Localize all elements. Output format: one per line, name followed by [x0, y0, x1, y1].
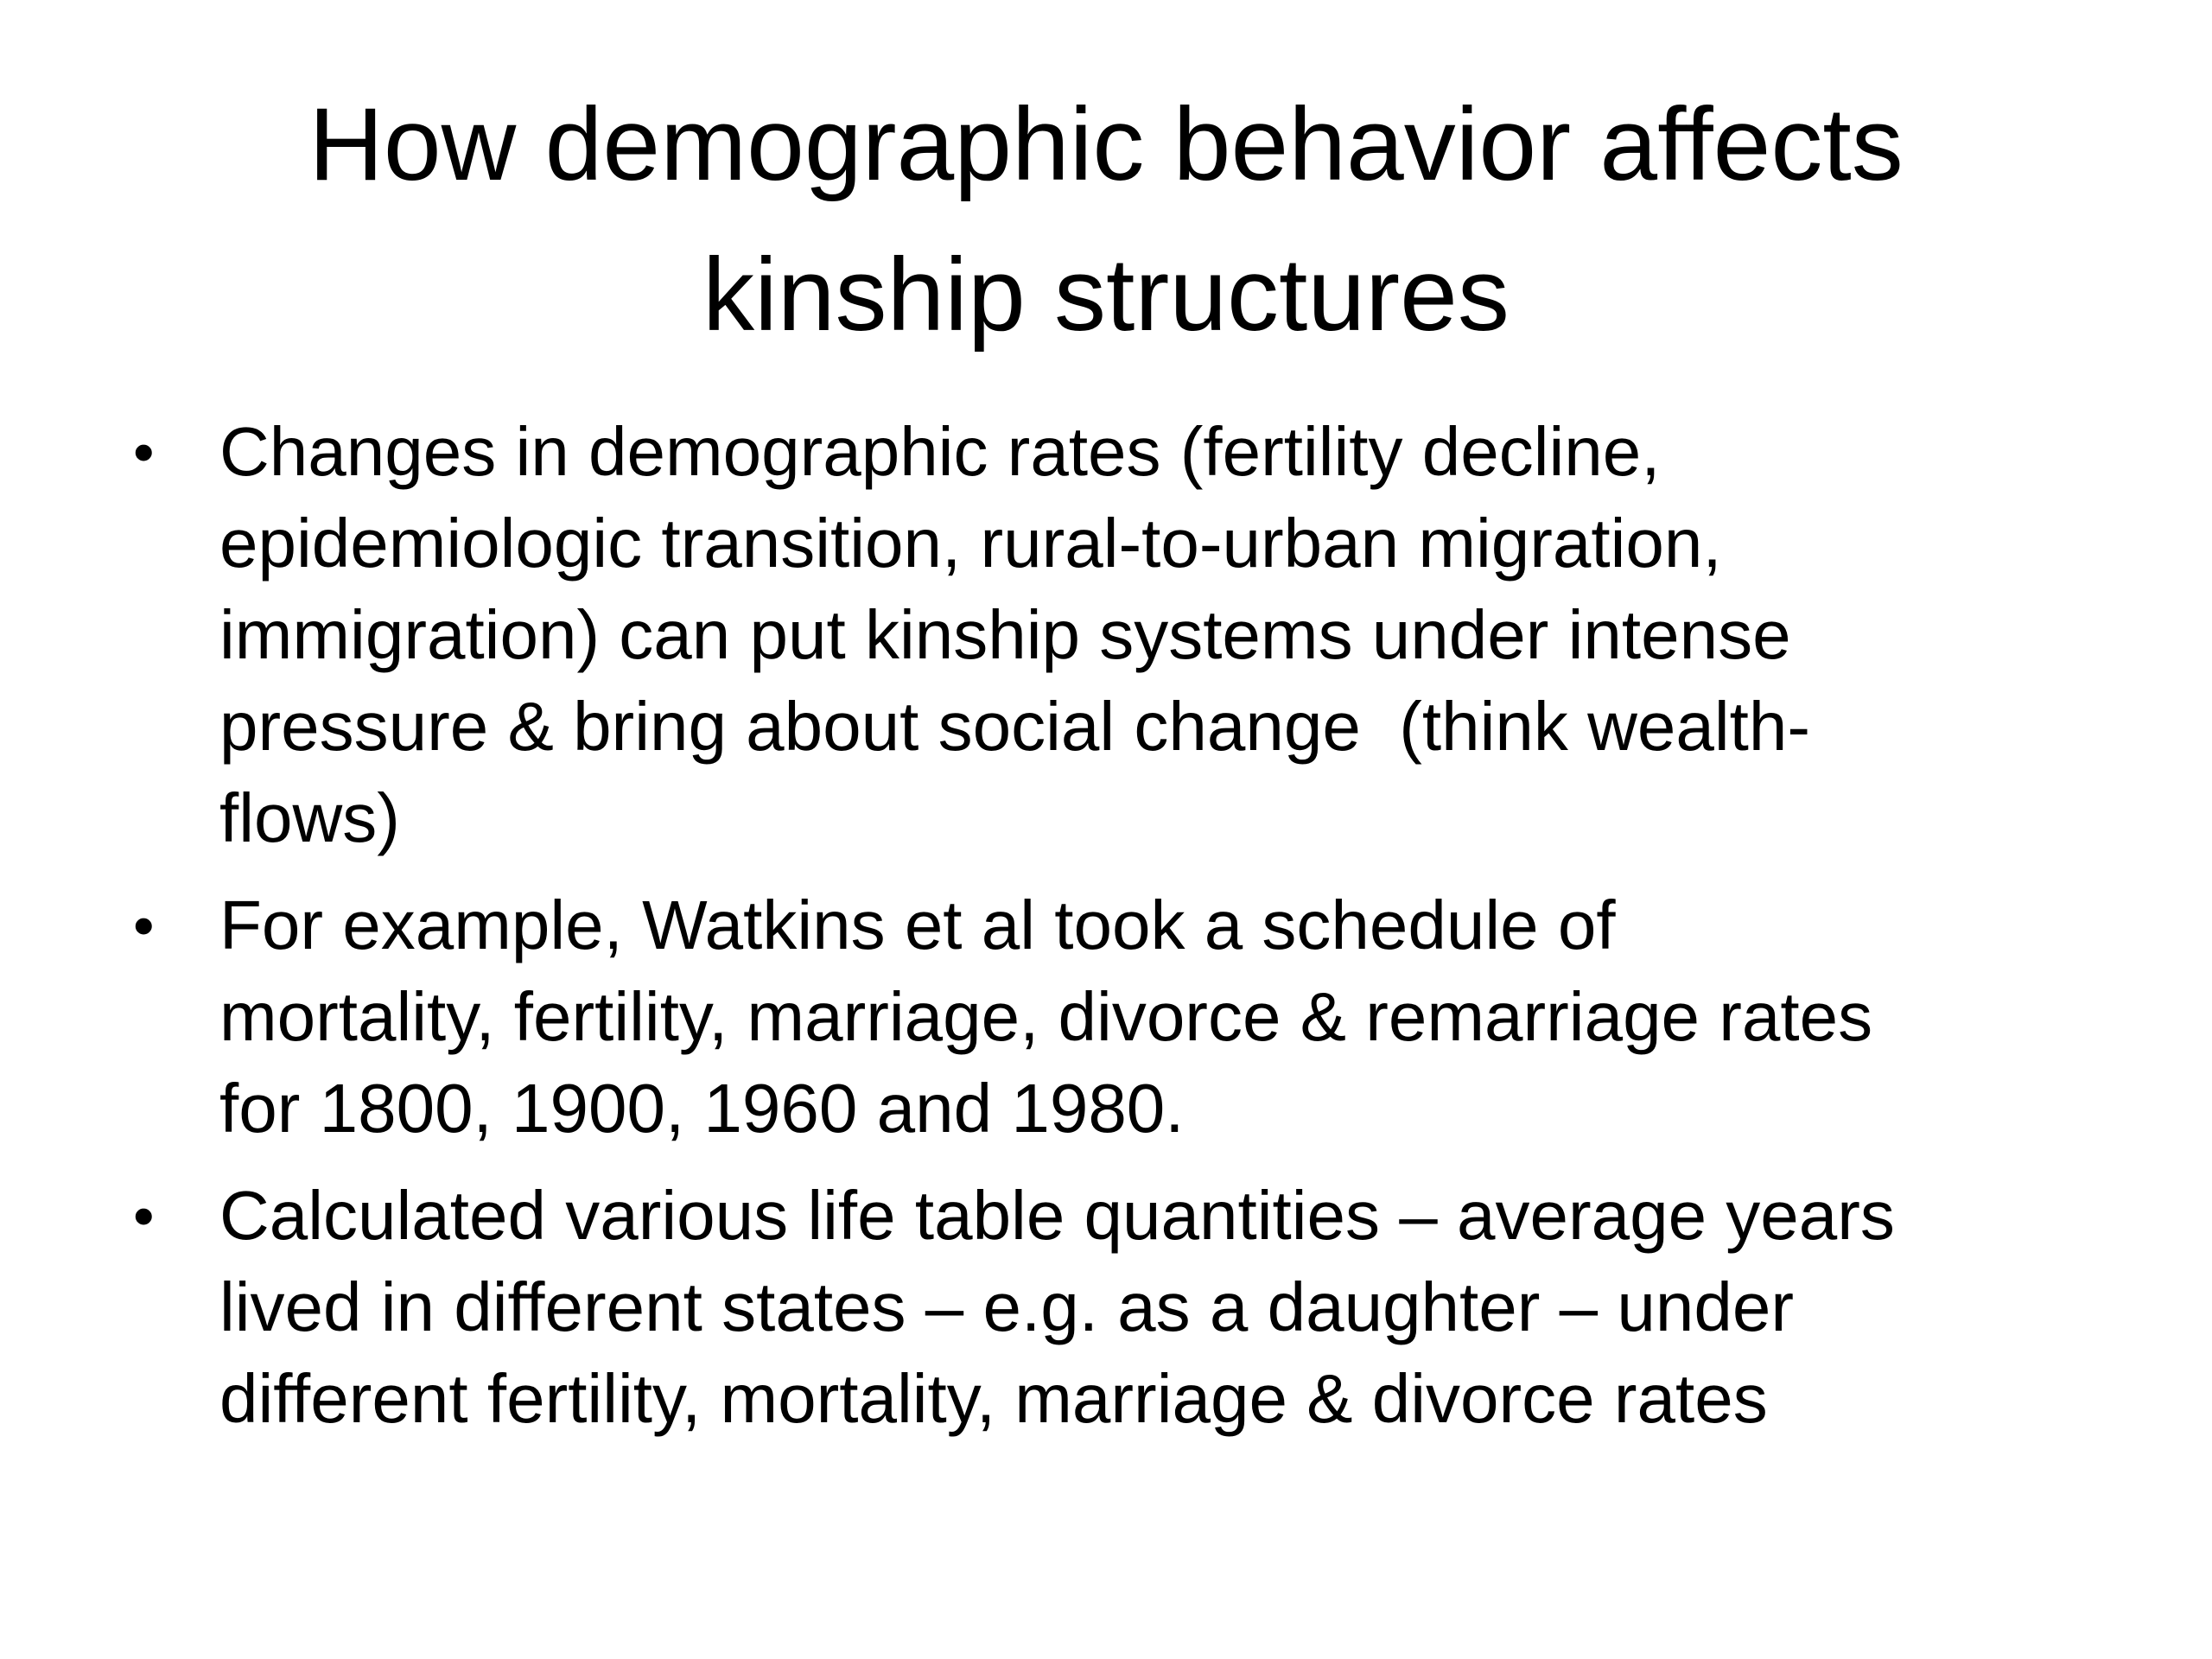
slide-title — [156, 69, 2056, 370]
bullet-2-line-3: for 1800, 1900, 1960 and 1980. — [219, 1070, 1185, 1147]
bullet-3-line-1: Calculated various life table quantities – average years — [219, 1177, 1895, 1254]
title-line-1: How demographic behavior affects — [308, 86, 1904, 202]
bullet-1-line-3: immigration) can put kinship systems under intense — [219, 596, 1791, 673]
bullet-1-line-5: flows) — [219, 779, 400, 856]
title-line-2: kinship structures — [702, 237, 1510, 353]
bullet-2-line-1: For example, Watkins et al took a schedule of — [219, 887, 1616, 963]
bullet-1-line-1: Changes in demographic rates (fertility decline, — [219, 413, 1661, 490]
bullet-dot-icon: • — [133, 418, 155, 486]
bullet-list — [130, 406, 2117, 1460]
bullet-3-line-2: lived in different states – e.g. as a daughter – under — [219, 1268, 1794, 1345]
bullet-3-line-3: different fertility, mortality, marriage & divorce rates — [219, 1360, 1768, 1437]
bullet-1-line-4: pressure & bring about social change (think wealth- — [219, 688, 1811, 765]
bullet-2-line-2: mortality, fertility, marriage, divorce & remarriage rates — [219, 978, 1873, 1055]
bullet-item-2 — [130, 880, 2117, 1154]
bullet-1-line-2: epidemiologic transition, rural-to-urban migration, — [219, 505, 1722, 582]
bullet-dot-icon: • — [133, 892, 155, 959]
bullet-dot-icon: • — [133, 1182, 155, 1249]
bullet-item-3 — [130, 1170, 2117, 1445]
bullet-item-1 — [130, 406, 2117, 864]
